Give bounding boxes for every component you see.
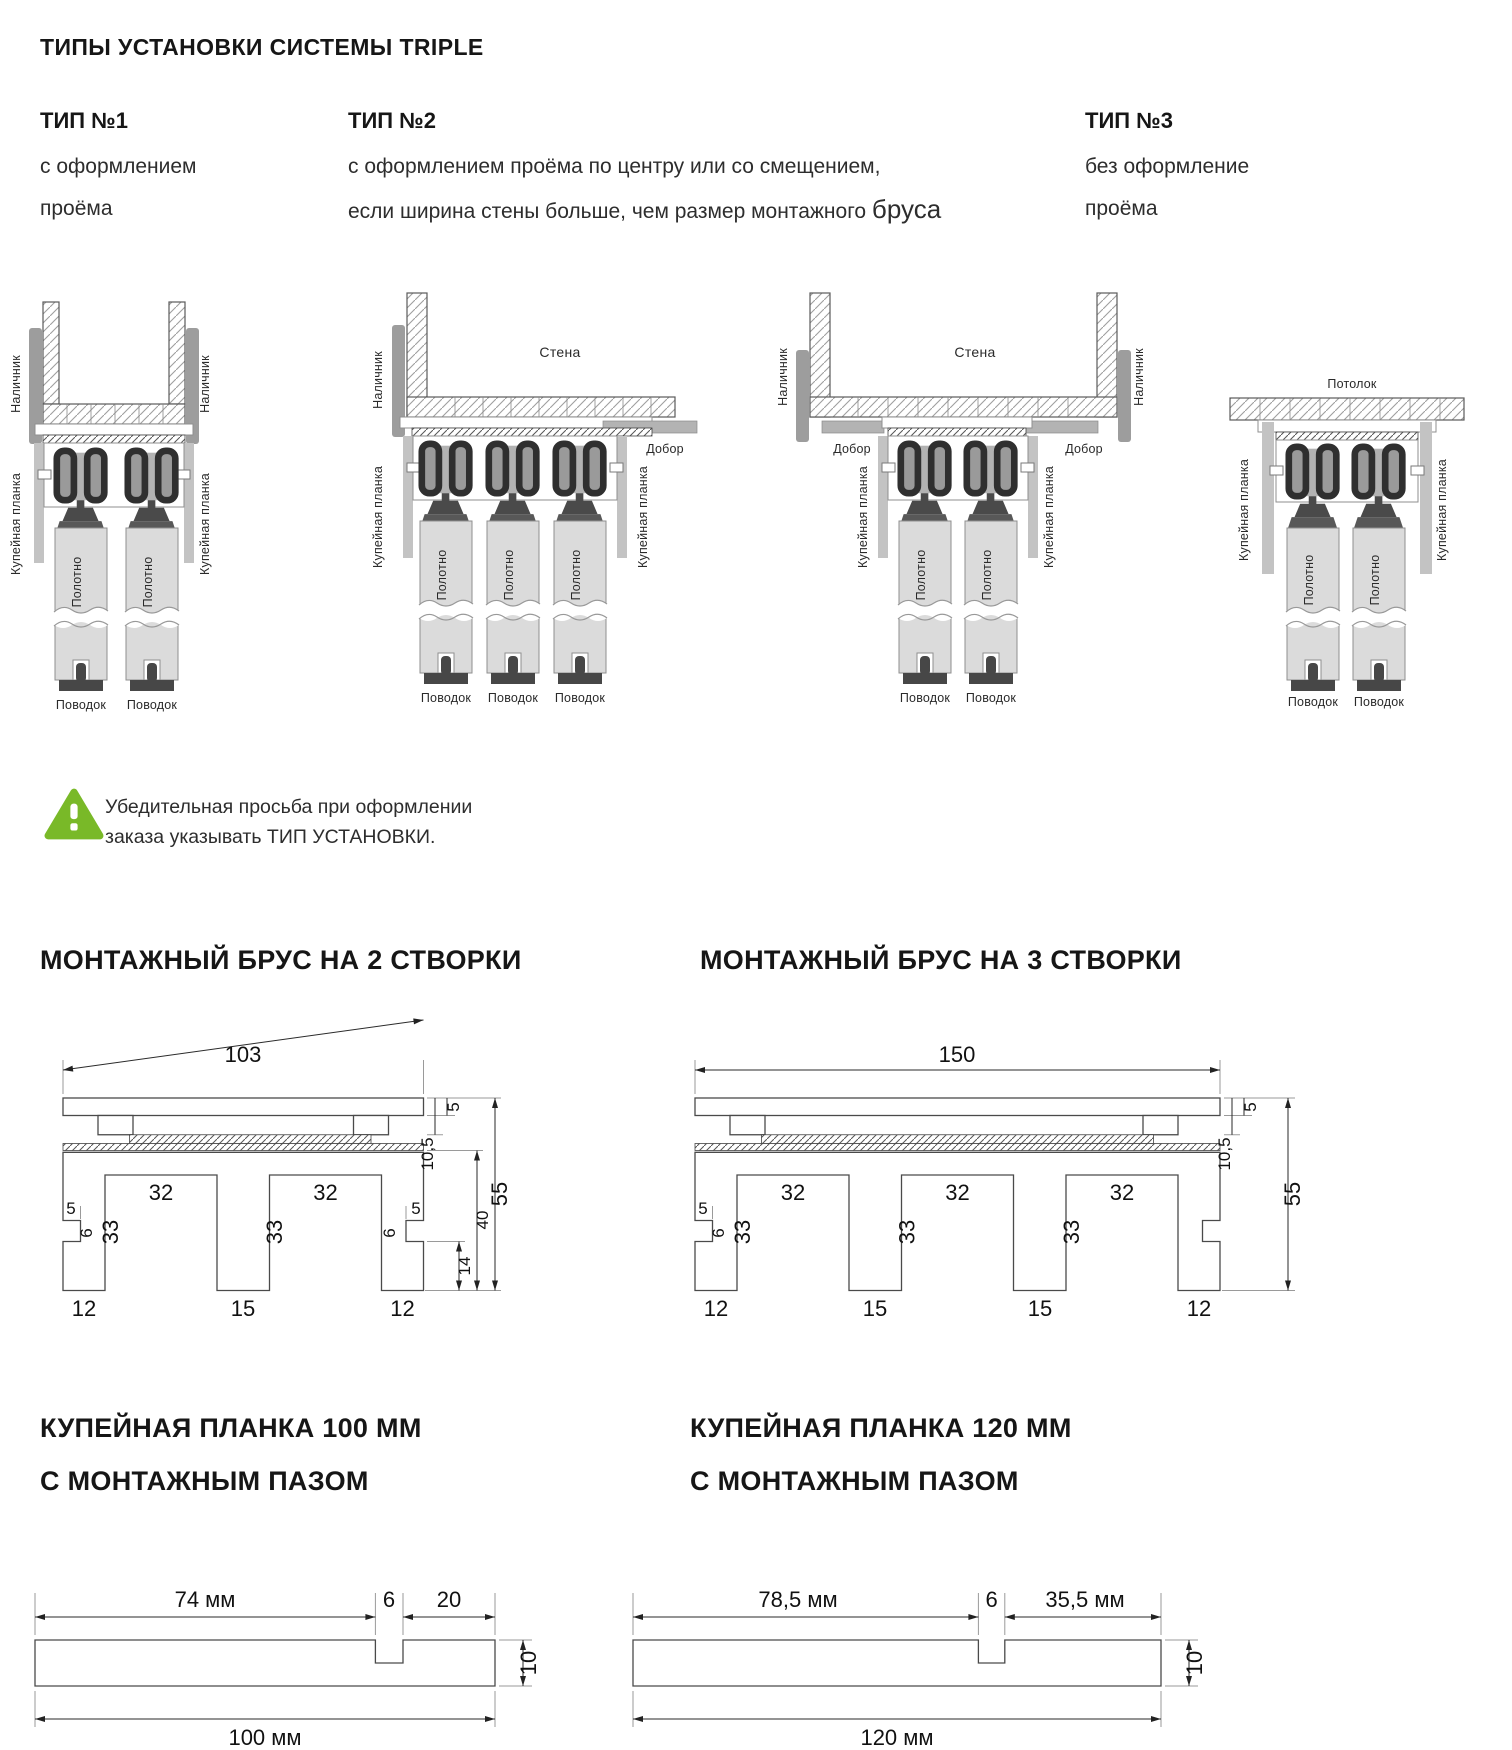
planka120-title-line1: КУПЕЙНАЯ ПЛАНКА 120 ММ xyxy=(690,1413,1072,1443)
diagram-type2-offset xyxy=(770,255,1162,710)
wall-lintel xyxy=(407,397,675,417)
ceiling xyxy=(1230,398,1464,420)
dobor-bar-right xyxy=(1022,421,1098,433)
diagram-type3 xyxy=(1218,330,1476,712)
dim-right: 35,5 мм xyxy=(1045,1587,1125,1612)
type2-name: ТИП №2 xyxy=(348,108,436,133)
top-plate xyxy=(695,1098,1220,1116)
page-title: ТИПЫ УСТАНОВКИ СИСТЕМЫ TRIPLE xyxy=(40,34,484,60)
type2-header xyxy=(348,108,941,233)
brus-body xyxy=(695,1152,1220,1290)
type2-desc-line2: если ширина стены больше, чем размер монтажного бруса xyxy=(348,194,942,224)
dim-notch-width: 5 xyxy=(66,1199,76,1218)
roller-carriage xyxy=(1288,447,1337,529)
type2-desc-line2-large: бруса xyxy=(871,194,942,224)
mount-plate xyxy=(35,424,193,435)
label-polotno: Полотно xyxy=(502,549,516,601)
dim-left: 74 мм xyxy=(174,1587,236,1612)
wall-lintel xyxy=(43,404,185,424)
planka-strip-left xyxy=(878,436,888,558)
label-povodok: Поводок xyxy=(55,698,107,712)
diagram-type2-centered xyxy=(370,255,702,710)
planka-strip-left xyxy=(34,443,44,563)
type3-name: ТИП №3 xyxy=(1085,108,1173,133)
door-panel xyxy=(964,521,1018,684)
wall-left xyxy=(43,302,59,404)
brus2-title: МОНТАЖНЫЙ БРУС НА 2 СТВОРКИ xyxy=(40,945,522,975)
clip-right xyxy=(1021,463,1034,472)
roller-carriage xyxy=(966,444,1015,526)
label-kupeynaya-planka: Купейная планка xyxy=(1042,466,1056,568)
clip-left xyxy=(407,463,420,472)
label-dobor: Добор xyxy=(646,442,684,456)
warning-line2: заказа указывать ТИП УСТАНОВКИ. xyxy=(105,826,436,848)
label-kupeynaya-planka: Купейная планка xyxy=(856,466,870,568)
dim-leg: 12 xyxy=(1186,1296,1212,1321)
dim-notch-offset: 14 xyxy=(455,1256,474,1276)
planka-strip-left xyxy=(1262,422,1274,574)
dim-channel-height: 33 xyxy=(894,1219,920,1245)
roller-carriage xyxy=(127,451,176,533)
dim-leg-mid: 15 xyxy=(230,1296,256,1321)
type3-desc-line1: без оформление xyxy=(1085,155,1250,178)
dim-channel-width: 32 xyxy=(1109,1180,1135,1205)
clip-left xyxy=(38,470,51,479)
dim-left: 78,5 мм xyxy=(758,1587,838,1612)
label-kupeynaya-planka: Купейная планка xyxy=(636,466,650,568)
label-kupeynaya-planka: Купейная планка xyxy=(9,473,23,575)
planka120-drawing xyxy=(618,1545,1218,1750)
type1-desc-line1: с оформлением xyxy=(40,155,197,178)
dim-notch-height: 6 xyxy=(380,1228,399,1238)
clip-left xyxy=(882,463,895,472)
dim-channel-height: 33 xyxy=(730,1219,755,1245)
roller-carriage xyxy=(488,444,537,526)
label-potolok: Потолок xyxy=(1327,377,1377,391)
type1-header xyxy=(40,108,196,230)
label-povodok: Поводок xyxy=(899,691,951,705)
diagram-type1 xyxy=(5,262,245,714)
dim-total: 120 мм xyxy=(860,1725,934,1750)
planka-strip-right xyxy=(1420,422,1432,574)
casing-left xyxy=(796,350,809,442)
warning-icon xyxy=(44,788,104,840)
label-polotno: Полотно xyxy=(1368,554,1382,606)
label-kupeynaya-planka: Купейная планка xyxy=(371,466,385,568)
label-stena: Стена xyxy=(954,344,996,360)
dim-notch-width: 5 xyxy=(698,1199,708,1218)
dim-channel-width: 32 xyxy=(148,1180,174,1205)
plate-tab-right xyxy=(354,1116,389,1135)
plate-tab-left xyxy=(98,1116,133,1135)
label-polotno: Полотно xyxy=(914,549,928,601)
mount-plate xyxy=(1258,420,1436,432)
exclamation-stem xyxy=(70,804,77,820)
label-dobor: Добор xyxy=(1065,442,1103,456)
label-povodok: Поводок xyxy=(420,691,472,705)
label-polotno: Полотно xyxy=(1302,554,1316,606)
label-nalichnik: Наличник xyxy=(371,351,385,409)
hatch-strip-thick xyxy=(130,1135,372,1144)
label-kupeynaya-planka: Купейная планка xyxy=(1435,459,1449,561)
dim-leg: 12 xyxy=(71,1296,97,1321)
dim-notch-height: 6 xyxy=(709,1228,728,1238)
label-polotno: Полотно xyxy=(435,549,449,601)
label-dobor: Добор xyxy=(833,442,871,456)
label-nalichnik: Наличник xyxy=(9,355,23,413)
label-kupeynaya-planka: Купейная планка xyxy=(1237,459,1251,561)
door-panel xyxy=(54,528,108,691)
mount-hatch xyxy=(412,428,652,436)
roller-carriage xyxy=(56,451,105,533)
clip-left xyxy=(1270,466,1283,475)
dim-channel-height: 33 xyxy=(1059,1219,1084,1245)
label-nalichnik: Наличник xyxy=(1132,348,1146,406)
clip-right xyxy=(610,463,623,472)
label-polotno: Полотно xyxy=(141,556,155,608)
door-panel xyxy=(1352,528,1406,691)
clip-right xyxy=(1411,466,1424,475)
roller-carriage xyxy=(421,444,470,526)
dim-leg-mid: 15 xyxy=(862,1296,888,1321)
planka100-drawing xyxy=(20,1545,565,1750)
warning-line1: Убедительная просьба при оформлении xyxy=(105,796,473,818)
dim-body-height: 40 xyxy=(473,1210,492,1230)
wall-lintel xyxy=(810,397,1117,417)
door-panel xyxy=(419,521,473,684)
roller-carriage xyxy=(555,444,604,526)
planka120-title xyxy=(690,1402,1072,1508)
dim-leg-mid: 15 xyxy=(1027,1296,1053,1321)
dim-channel-height: 33 xyxy=(98,1219,123,1245)
label-nalichnik: Наличник xyxy=(776,348,790,406)
dim-total: 100 мм xyxy=(228,1725,302,1750)
label-povodok: Поводок xyxy=(1353,695,1405,709)
hatch-strip-thin xyxy=(63,1144,424,1151)
mount-hatch xyxy=(1276,432,1418,440)
dobor-bar-left xyxy=(822,421,884,433)
planka-profile xyxy=(35,1640,495,1686)
planka100-title-line2: С МОНТАЖНЫМ ПАЗОМ xyxy=(40,1466,369,1496)
door-panel xyxy=(486,521,540,684)
dim-slot: 6 xyxy=(382,1587,396,1612)
planka120-title-line2: С МОНТАЖНЫМ ПАЗОМ xyxy=(690,1466,1019,1496)
type3-header xyxy=(1085,108,1249,230)
door-panel xyxy=(125,528,179,691)
top-plate xyxy=(63,1098,424,1116)
label-kupeynaya-planka: Купейная планка xyxy=(198,473,212,575)
mount-plate xyxy=(882,417,1032,428)
dim-right: 20 xyxy=(436,1587,462,1612)
type3-desc-line2: проёма xyxy=(1085,197,1158,220)
clip-right xyxy=(177,470,190,479)
type1-desc-line2: проёма xyxy=(40,197,113,220)
label-polotno: Полотно xyxy=(980,549,994,601)
dim-notch-width: 5 xyxy=(411,1199,421,1218)
label-stena: Стена xyxy=(539,344,581,360)
dim-channel-width: 32 xyxy=(945,1180,970,1205)
exclamation-dot xyxy=(70,823,77,830)
plate-tab-left xyxy=(730,1116,765,1135)
hatch-strip-thin xyxy=(695,1144,1220,1151)
label-nalichnik: Наличник xyxy=(198,355,212,413)
label-povodok: Поводок xyxy=(965,691,1017,705)
wall-right xyxy=(169,302,185,404)
dim-leg: 12 xyxy=(390,1296,415,1321)
brus2-drawing xyxy=(35,1020,540,1350)
label-povodok: Поводок xyxy=(1287,695,1339,709)
hatch-strip-thick xyxy=(762,1135,1154,1144)
door-panel xyxy=(898,521,952,684)
mount-hatch xyxy=(43,435,185,443)
dim-thickness: 10 xyxy=(1182,1650,1207,1676)
dim-thickness: 10 xyxy=(516,1650,541,1676)
dim-slot: 6 xyxy=(985,1587,998,1612)
dim-total-width: 103 xyxy=(224,1042,262,1067)
planka-strip-right xyxy=(1028,436,1038,558)
roller-carriage xyxy=(900,444,949,526)
door-panel xyxy=(1286,528,1340,691)
type2-desc-line1: с оформлением проёма по центру или со смещением, xyxy=(348,155,881,178)
planka-strip-right xyxy=(184,443,194,563)
label-polotno: Полотно xyxy=(569,549,583,601)
label-povodok: Поводок xyxy=(487,691,539,705)
casing-right xyxy=(1118,350,1131,442)
planka-strip-left xyxy=(403,436,413,558)
warning-text xyxy=(105,792,472,852)
planka-profile xyxy=(633,1640,1161,1686)
mount-hatch xyxy=(888,428,1026,436)
dim-total-width: 150 xyxy=(938,1042,976,1067)
label-povodok: Поводок xyxy=(126,698,178,712)
dim-plate: 5 xyxy=(444,1102,463,1112)
door-panel xyxy=(553,521,607,684)
dim-step: 10,5 xyxy=(418,1137,437,1171)
planka-strip-right xyxy=(617,436,627,558)
dim-channel-height: 33 xyxy=(262,1219,287,1245)
brus3-drawing xyxy=(655,1020,1317,1350)
brus3-title: МОНТАЖНЫЙ БРУС НА 3 СТВОРКИ xyxy=(700,945,1182,975)
planka100-title xyxy=(40,1402,422,1508)
label-polotno: Полотно xyxy=(70,556,84,608)
planka100-title-line1: КУПЕЙНАЯ ПЛАНКА 100 ММ xyxy=(40,1413,422,1443)
dim-plate: 5 xyxy=(1241,1102,1260,1112)
dim-leg: 12 xyxy=(703,1296,729,1321)
roller-carriage xyxy=(1354,447,1403,529)
dim-step: 10,5 xyxy=(1215,1137,1234,1171)
type1-name: ТИП №1 xyxy=(40,108,128,133)
dim-channel-width: 32 xyxy=(780,1180,806,1205)
plate-tab-right xyxy=(1143,1116,1178,1135)
dim-notch-height: 6 xyxy=(77,1228,96,1238)
dim-total-height: 55 xyxy=(487,1181,512,1207)
dim-channel-width: 32 xyxy=(313,1180,338,1205)
label-povodok: Поводок xyxy=(554,691,606,705)
dim-total-height: 55 xyxy=(1280,1181,1305,1207)
